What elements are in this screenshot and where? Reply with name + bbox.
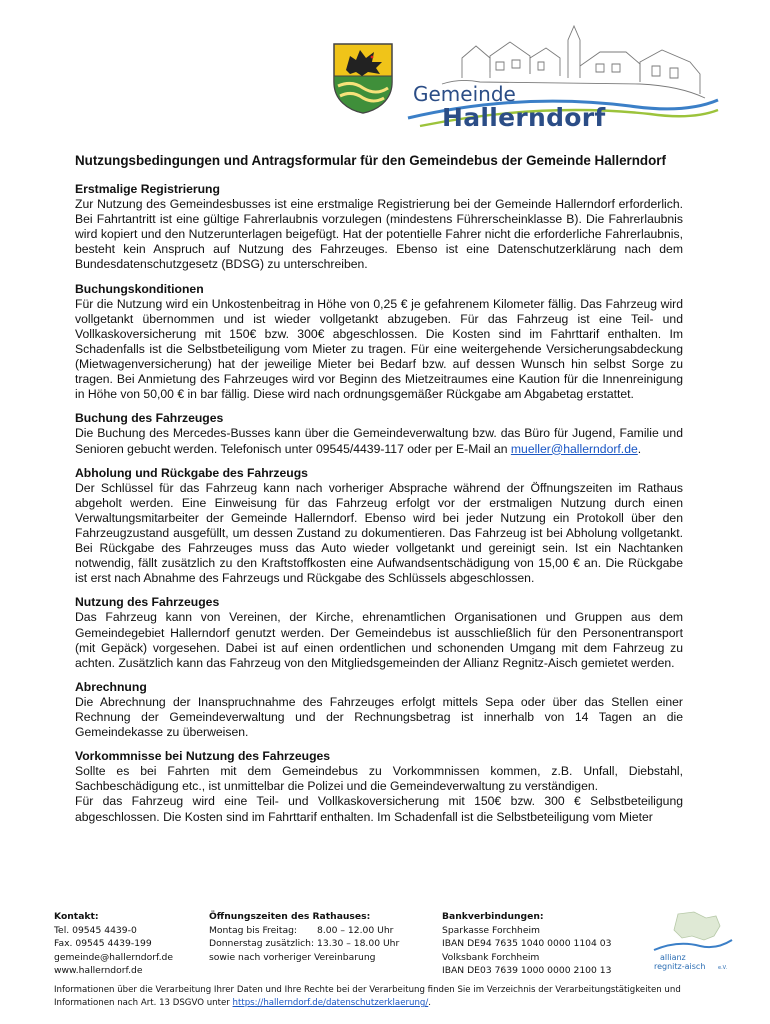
paragraph-text: Die Buchung des Mercedes-Busses kann über die Gemeindeverwaltung bzw. das Büro für Jugend, Familie und Senioren gebucht werden. Telefonisch unter 09545/4439-117 oder per E-Mail an <box>75 426 683 456</box>
hours-value: 8.00 – 12.00 Uhr <box>317 924 394 936</box>
bank-iban: IBAN DE03 7639 1000 0000 2100 13 <box>442 965 612 977</box>
section-pickup-return <box>75 466 683 587</box>
section-paragraph: Der Schlüssel für das Fahrzeug kann nach vorheriger Absprache während der Öffnungszeiten im Rathaus abgeholt werden. Eine Einweisung für das Fahrzeug erfolgt vor der erstmaligen Nutzung durch einen Verwaltungsmitarbeiter der Gemeinde Hallerndorf. Ebenso wird bei jeder Nutzung ein Protokoll über den Fahrzeugzustand ausgefüllt, um dessen Zustand zu dokumentieren. Das Fahrzeug ist bei Abholung vollgetankt. Bei Rückgabe des Fahrzeuges muss das Auto wieder vollgetankt und gereinigt sein. Ist ein Nachtanken notwendig, fällt zusätzlich zu den Kraftstoffkosten eine Aufwandsentschädigung von 15,00 € an. Die Rückgabe ist erst nach Abnahme des Fahrzeugs und Rückgabe des Schlüssels abgeschlossen. <box>75 480 683 586</box>
hours-row <box>209 924 449 938</box>
bank-name: Volksbank Forchheim <box>442 951 540 963</box>
bank-iban: IBAN DE94 7635 1040 0000 1104 03 <box>442 938 612 950</box>
document-body <box>75 152 683 834</box>
allianz-suffix: e.V. <box>718 965 728 971</box>
hours-label: Donnerstag zusätzlich: <box>209 938 315 950</box>
privacy-link[interactable]: https://hallerndorf.de/datenschutzerklaerung/ <box>232 998 429 1008</box>
allianz-label: regnitz-aisch <box>654 962 706 971</box>
page-footer <box>54 910 734 1020</box>
footer-contact <box>54 910 194 978</box>
section-paragraph: Für das Fahrzeug wird eine Teil- und Vollkaskoversicherung mit 150€ bzw. 300 € Selbstbeteiligung abgeschlossen. Die Kosten sind im Fahrttarif enthalten. Im Schadenfall ist die Selbstbeteiligung vom Mieter <box>75 794 683 824</box>
section-heading: Buchungskonditionen <box>75 281 204 296</box>
section-paragraph: Die Abrechnung der Inanspruchnahme des Fahrzeuges erfolgt mittels Sepa oder über das Stellen einer Rechnung der Gemeindeverwaltung und der Rechnungsbetrag ist innerhalb von 14 Tagen an die Gemeindekasse zu überweisen. <box>75 694 683 740</box>
section-registration <box>75 182 683 273</box>
section-incidents <box>75 749 683 824</box>
logo-text-gemeinde: Gemeinde <box>413 82 516 106</box>
page-header <box>0 0 770 140</box>
allianz-logo-icon <box>648 910 736 972</box>
phone-number: Tel. 09545 4439-0 <box>54 924 137 936</box>
privacy-notice <box>54 984 734 1010</box>
section-paragraph <box>75 426 683 456</box>
footer-heading: Kontakt: <box>54 911 99 922</box>
coat-of-arms-icon <box>332 42 394 114</box>
section-heading: Abholung und Rückgabe des Fahrzeugs <box>75 465 308 480</box>
footer-heading: Öffnungszeiten des Rathauses: <box>209 911 371 922</box>
section-heading: Abrechnung <box>75 679 147 694</box>
allianz-label: allianz <box>660 953 686 962</box>
section-billing <box>75 680 683 740</box>
privacy-text: Informationen über die Verarbeitung Ihrer Daten und Ihre Rechte bei der Verarbeitung finden Sie im Verzeichnis der Verarbeitungstätigkeiten und Informationen nach Art. 13 DSGVO unter <box>54 985 681 1008</box>
section-booking-conditions <box>75 282 683 403</box>
email-suffix: . <box>637 441 642 456</box>
section-vehicle-booking <box>75 411 683 456</box>
fax-number: Fax. 09545 4439-199 <box>54 938 152 950</box>
section-paragraph: Sollte es bei Fahrten mit dem Gemeindebus zu Vorkommnissen kommen, z.B. Unfall, Diebstahl, Sachbeschädigung etc., ist unmittelbar die Polizei und die Gemeindeverwaltung zu verständigen. <box>75 764 683 794</box>
page-title: Nutzungsbedingungen und Antragsformular für den Gemeindebus der Gemeinde Hallerndorf <box>75 153 666 168</box>
website-link[interactable]: www.hallerndorf.de <box>54 965 143 977</box>
section-paragraph: Zur Nutzung des Gemeindesbusses ist eine erstmalige Registrierung bei der Gemeinde Hallerndorf erforderlich. Bei Fahrtantritt ist eine gültige Fahrerlaubnis vorzulegen (mindestens Führerscheinklasse B). Die Fahrerlaubnis wird kopiert und den Nutzerunterlagen beigefügt. Hat der potentielle Fahrer nicht die erforderliche Fahrerlaubnis, besteht kein Anspruch auf Nutzung des Fahrzeuges. Ebenso ist eine Datenschutzerklärung nach dem Bundesdatenschutzgesetz (BDSG) zu unterschreiben. <box>75 197 683 272</box>
footer-bank-details <box>442 910 642 978</box>
email-link[interactable]: mueller@hallerndorf.de <box>510 441 638 456</box>
logo-text-hallerndorf: Hallerndorf <box>442 103 606 132</box>
footer-heading: Bankverbindungen: <box>442 911 544 922</box>
section-paragraph: Für die Nutzung wird ein Unkostenbeitrag in Höhe von 0,25 € je gefahrenem Kilometer fällig. Das Fahrzeug wird vollgetankt übernommen und ist wieder vollgetankt abzugeben. Für das Fahrzeug ist eine Teil- und Vollkaskoversicherung mit 150€ bzw. 300€ abgeschlossen. Die Kosten sind im Fahrttarif enthalten. Im Schadenfalls ist die Selbstbeteiligung vom Mieter zu tragen. Für eine weitergehende Versicherungsabdeckung (Mietwagenversicherung) hat der jeweilige Mieter bei Bedarf bzw. auf dessen Wunsch hin selbst Sorge zu tragen. Bei Anmietung des Fahrzeuges wird vor Beginn des Mietzeitraumes eine Kaution für die Innenreinigung in Höhe von 50,00 € in bar fällig. Diese wird nach ordnungsgemäßer Rückgabe am Abgabetag erstattet. <box>75 296 683 402</box>
hours-label: Montag bis Freitag: <box>209 924 298 936</box>
section-paragraph: Das Fahrzeug kann von Vereinen, der Kirche, ehrenamtlichen Organisationen und Gruppen aus dem Gemeindegebiet Hallerndorf genutzt werden. Der Gemeindebus ist ausschließlich für den Personentransport (mit Gepäck) vorgesehen. Dabei ist auf einen ordentlichen und schonenden Umgang mit dem Fahrzeug zu achten. Zusätzlich kann das Fahrzeug von den Mitgliedsgemeinden der Allianz Regnitz-Aisch gemietet werden. <box>75 610 683 670</box>
privacy-suffix: . <box>428 998 431 1008</box>
section-heading: Nutzung des Fahrzeuges <box>75 595 220 610</box>
footer-opening-hours <box>209 910 449 964</box>
section-heading: Erstmalige Registrierung <box>75 182 220 196</box>
bank-name: Sparkasse Forchheim <box>442 924 541 936</box>
section-heading: Vorkommnisse bei Nutzung des Fahrzeuges <box>75 749 331 764</box>
hours-row <box>209 937 449 951</box>
section-heading: Buchung des Fahrzeuges <box>75 411 224 426</box>
hours-value: 13.30 – 18.00 Uhr <box>317 938 400 950</box>
section-vehicle-use <box>75 595 683 670</box>
contact-email[interactable]: gemeinde@hallerndorf.de <box>54 951 173 963</box>
hours-note: sowie nach vorheriger Vereinbarung <box>209 951 376 963</box>
